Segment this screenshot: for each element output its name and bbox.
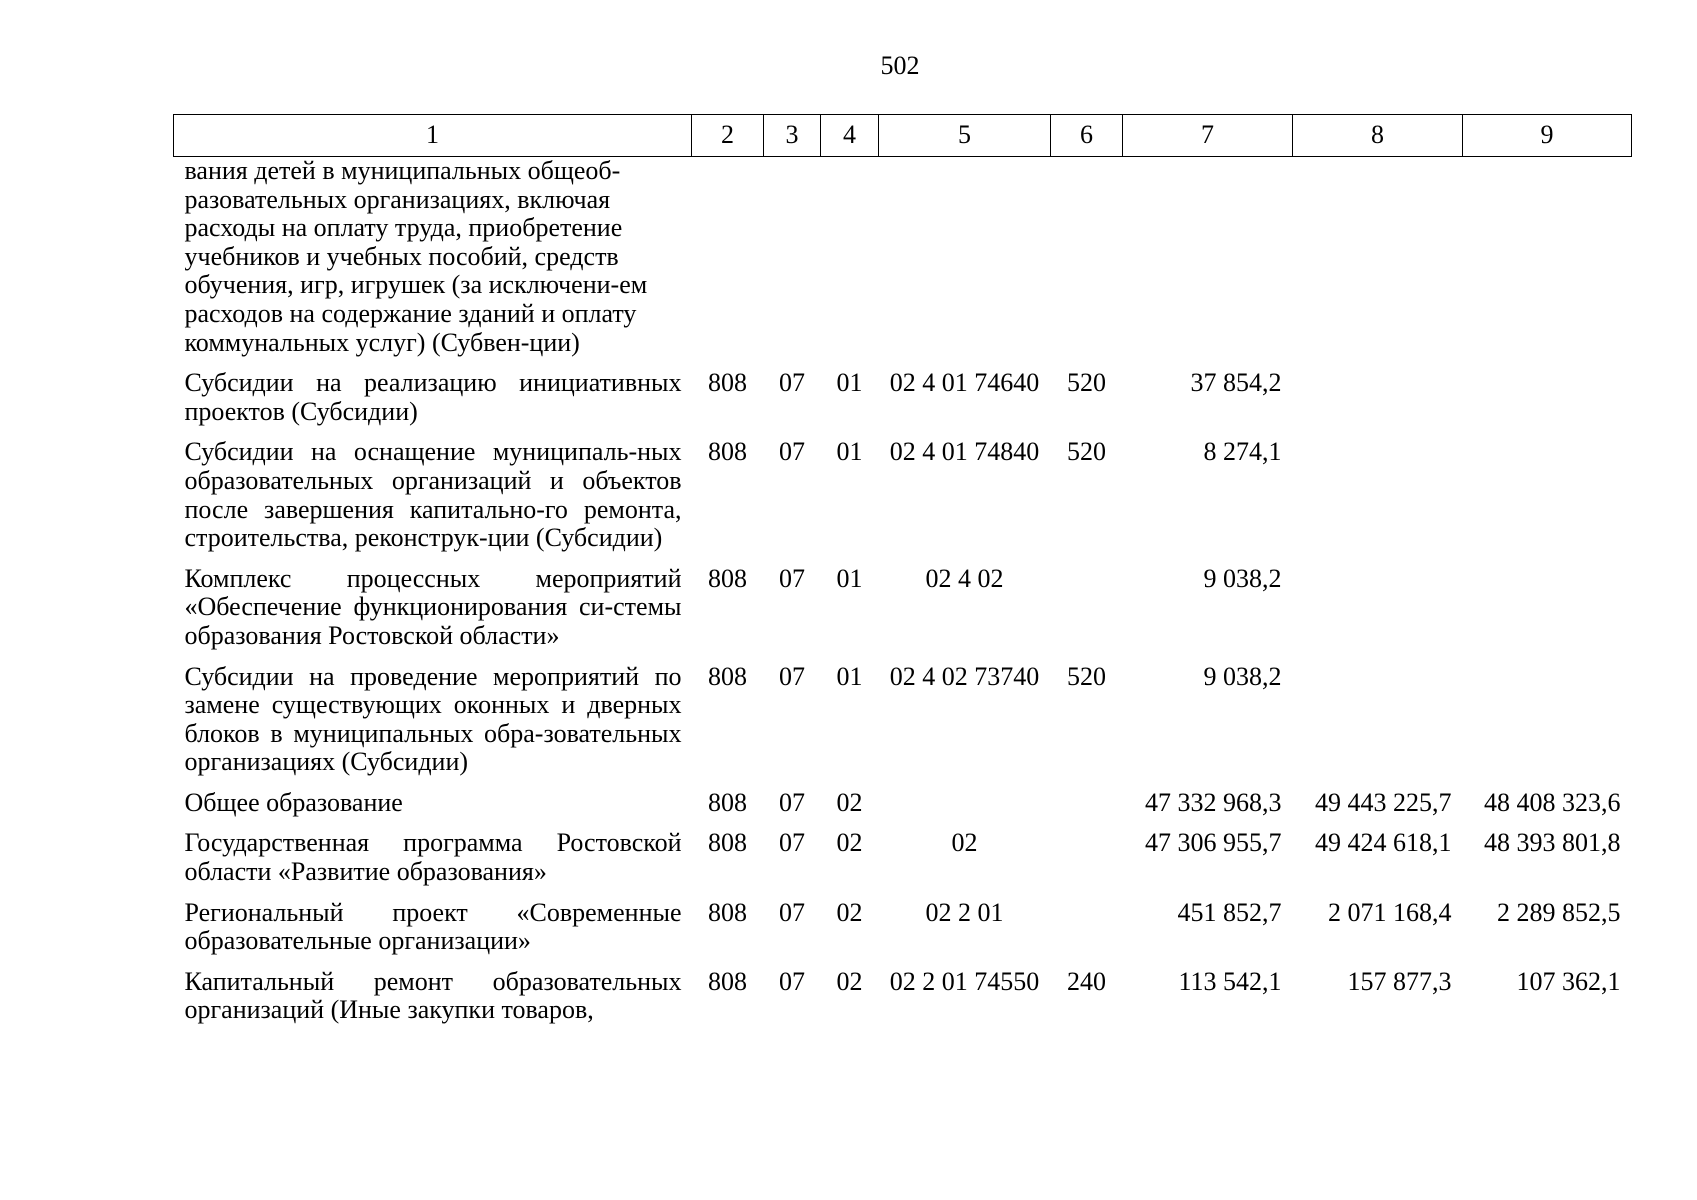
cell-section: 07 xyxy=(779,897,805,927)
cell-target-article xyxy=(879,789,1051,830)
row-name: Комплекс процессных мероприятий «Обеспечение функционирования си-стемы образования Ростовской области» xyxy=(184,563,682,650)
column-header-9: 9 xyxy=(1463,115,1632,157)
table-row xyxy=(174,565,1632,663)
cell-amount-3: 2 289 852,5 xyxy=(1497,897,1621,927)
cell-amount-1: 451 852,7 xyxy=(1177,897,1282,927)
cell-amount-3 xyxy=(1463,157,1632,370)
cell-expense-type: 520 xyxy=(1067,368,1106,398)
cell-expense-type: 240 xyxy=(1067,966,1106,996)
cell-amount-2 xyxy=(1293,157,1463,370)
cell-target-article: 02 4 01 74640 xyxy=(889,368,1040,398)
cell-amount-2: 2 071 168,4 xyxy=(1328,897,1452,927)
cell-subsection: 02 xyxy=(836,897,863,927)
cell-amount-2: 49 443 225,7 xyxy=(1315,787,1452,817)
cell-ministry-code xyxy=(692,157,764,370)
cell-expense-type: 520 xyxy=(1067,437,1106,467)
column-header-5: 5 xyxy=(879,115,1051,157)
column-header-8: 8 xyxy=(1293,115,1463,157)
cell-amount-1 xyxy=(1123,157,1293,370)
cell-amount-2: 157 877,3 xyxy=(1347,966,1452,996)
cell-target-article: 02 2 01 74550 xyxy=(889,966,1040,996)
table-header xyxy=(174,115,1632,157)
cell-ministry-code: 808 xyxy=(708,897,747,927)
cell-target-article: 02 2 01 xyxy=(925,897,1004,927)
cell-expense-type xyxy=(1051,789,1123,830)
cell-amount-2 xyxy=(1293,663,1463,789)
row-name: Субсидии на оснащение муниципаль-ных образовательных организаций и объектов после завершения капитально-го ремонта, строительства, реконструк-ции (Субсидии) xyxy=(184,437,682,553)
page-number: 502 xyxy=(880,51,920,80)
cell-section: 07 xyxy=(779,661,805,691)
cell-amount-1: 9 038,2 xyxy=(1203,563,1282,593)
table-row xyxy=(174,369,1632,438)
row-name: вания детей в муниципальных общеоб-разовательных организациях, включая расходы на оплату труда, приобретение учебников и учебных пособий, средств обучения, игр, игрушек (за исключени-ем расходов на содержание зданий и оплату коммунальных услуг) (Субвен-ции) xyxy=(184,156,648,357)
cell-section: 07 xyxy=(779,787,805,817)
cell-expense-type: 520 xyxy=(1067,661,1106,691)
cell-section: 07 xyxy=(779,828,805,858)
cell-amount-2: 49 424 618,1 xyxy=(1315,828,1452,858)
cell-target-article: 02 4 02 xyxy=(925,563,1004,593)
row-name: Государственная программа Ростовской области «Развитие образования» xyxy=(184,828,682,887)
cell-section: 07 xyxy=(779,437,805,467)
column-header-6: 6 xyxy=(1051,115,1123,157)
cell-amount-1: 8 274,1 xyxy=(1203,437,1282,467)
column-header-7: 7 xyxy=(1123,115,1293,157)
cell-amount-3 xyxy=(1463,663,1632,789)
cell-amount-3: 48 408 323,6 xyxy=(1484,787,1621,817)
cell-ministry-code: 808 xyxy=(708,661,747,691)
cell-subsection: 01 xyxy=(836,437,863,467)
cell-section xyxy=(764,157,821,370)
cell-amount-1: 47 332 968,3 xyxy=(1145,787,1282,817)
cell-expense-type xyxy=(1051,829,1123,898)
cell-ministry-code: 808 xyxy=(708,368,747,398)
header-row xyxy=(174,115,1632,157)
table-row xyxy=(174,438,1632,564)
cell-amount-1: 37 854,2 xyxy=(1190,368,1282,398)
cell-amount-3 xyxy=(1463,565,1632,663)
cell-expense-type xyxy=(1051,157,1123,370)
cell-section: 07 xyxy=(779,966,805,996)
table-row xyxy=(174,899,1632,968)
budget-table-container xyxy=(173,114,1631,1037)
cell-target-article: 02 4 02 73740 xyxy=(889,661,1040,691)
cell-expense-type xyxy=(1051,899,1123,968)
cell-target-article: 02 4 01 74840 xyxy=(889,437,1040,467)
table-row xyxy=(174,968,1632,1037)
row-name: Субсидии на проведение мероприятий по замене существующих оконных и дверных блоков в муниципальных обра-зовательных организациях (Субсидии) xyxy=(184,661,682,777)
table-row xyxy=(174,829,1632,898)
row-name: Региональный проект «Современные образовательные организации» xyxy=(184,897,682,956)
cell-subsection: 02 xyxy=(836,787,863,817)
table-body xyxy=(174,157,1632,1038)
cell-amount-3: 48 393 801,8 xyxy=(1484,828,1621,858)
cell-subsection: 02 xyxy=(836,828,863,858)
cell-amount-3 xyxy=(1463,369,1632,438)
cell-amount-2 xyxy=(1293,369,1463,438)
cell-subsection: 01 xyxy=(836,368,863,398)
cell-amount-1: 47 306 955,7 xyxy=(1145,828,1282,858)
cell-section: 07 xyxy=(779,563,805,593)
cell-subsection: 02 xyxy=(836,966,863,996)
cell-amount-1: 113 542,1 xyxy=(1178,966,1282,996)
cell-amount-1: 9 038,2 xyxy=(1203,661,1282,691)
row-name: Общее образование xyxy=(184,787,403,817)
row-name: Капитальный ремонт образовательных организаций (Иные закупки товаров, xyxy=(184,966,682,1025)
cell-ministry-code: 808 xyxy=(708,966,747,996)
cell-subsection xyxy=(821,157,879,370)
cell-ministry-code: 808 xyxy=(708,563,747,593)
column-header-1: 1 xyxy=(174,115,692,157)
cell-target-article: 02 xyxy=(951,828,978,858)
cell-expense-type xyxy=(1051,565,1123,663)
cell-subsection: 01 xyxy=(836,661,863,691)
column-header-3: 3 xyxy=(764,115,821,157)
cell-amount-3: 107 362,1 xyxy=(1516,966,1621,996)
cell-amount-3 xyxy=(1463,438,1632,564)
cell-amount-2 xyxy=(1293,565,1463,663)
cell-amount-2 xyxy=(1293,438,1463,564)
row-name: Субсидии на реализацию инициативных проектов (Субсидии) xyxy=(184,368,682,426)
cell-ministry-code: 808 xyxy=(708,828,747,858)
table-row xyxy=(174,789,1632,830)
cell-ministry-code: 808 xyxy=(708,437,747,467)
cell-ministry-code: 808 xyxy=(708,787,747,817)
cell-target-article xyxy=(879,157,1051,370)
cell-subsection: 01 xyxy=(836,563,863,593)
column-header-4: 4 xyxy=(821,115,879,157)
column-header-2: 2 xyxy=(692,115,764,157)
budget-table xyxy=(173,114,1632,1037)
table-row xyxy=(174,663,1632,789)
table-row xyxy=(174,157,1632,370)
cell-section: 07 xyxy=(779,368,805,398)
